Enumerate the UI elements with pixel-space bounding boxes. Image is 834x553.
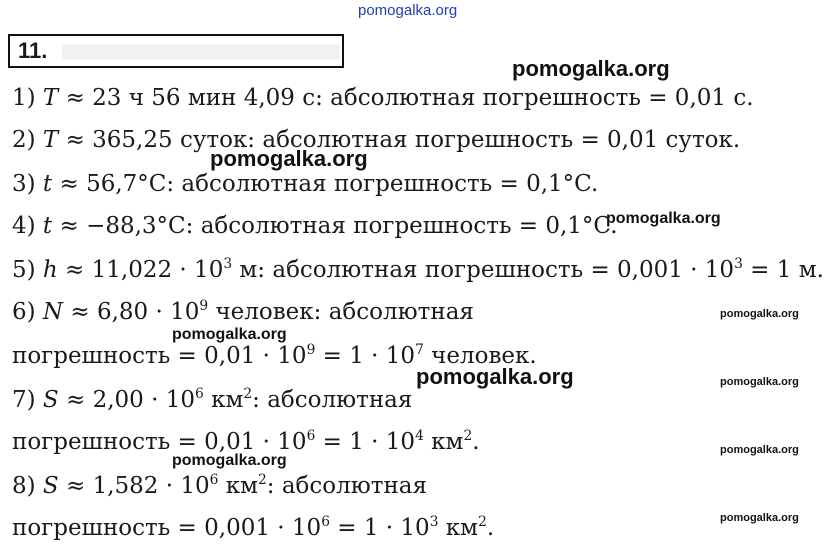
answer-line-8: 8) $S \approx 1,582 \cdot 10^6$ $км^2$: абсолютная — [12, 472, 428, 499]
answer-line-7-cont: погрешность = $0,01 \cdot 10^6 = 1 \cdot 10^4$ $км^2$. — [12, 428, 480, 455]
answer-line-6-cont: погрешность = $0,01 \cdot 10^9 = 1 \cdot 10^7$ человек. — [12, 342, 537, 369]
answer-line-4: 4) t ≈ −88,3°C: абсолютная погрешность = 0,1°C. — [12, 213, 618, 239]
watermark: pomogalka.org — [720, 376, 799, 388]
watermark: pomogalka.org — [720, 512, 799, 524]
task-number-box — [8, 34, 344, 68]
answer-line-3: 3) t ≈ 56,7°C: абсолютная погрешность = 0,1°C. — [12, 171, 599, 197]
answer-line-2: 2) T ≈ 365,25 суток: абсолютная погрешность = 0,01 суток. — [12, 127, 741, 153]
watermark: pomogalka.org — [606, 210, 721, 227]
watermark: pomogalka.org — [720, 308, 799, 320]
answer-line-8-cont: погрешность = $0,001 \cdot 10^6 = 1 \cdot 10^3$ $км^2$. — [12, 514, 495, 541]
answer-line-1: 1) T ≈ 23 ч 56 мин 4,09 с: абсолютная погрешность = 0,01 с. — [12, 85, 754, 111]
watermark: pomogalka.org — [512, 56, 670, 81]
watermark: pomogalka.org — [720, 444, 799, 456]
watermark: pomogalka.org — [172, 452, 287, 469]
task-number: 11. — [18, 38, 48, 63]
watermark-top: pomogalka.org — [358, 2, 458, 19]
obscured-task-title — [62, 44, 340, 60]
answer-line-6: 6) $N \approx 6,80 \cdot 10^9$ человек: абсолютная — [12, 298, 474, 325]
watermark: pomogalka.org — [172, 326, 287, 343]
answer-line-7: 7) $S \approx 2,00 \cdot 10^6$ $км^2$: абсолютная — [12, 386, 413, 413]
answer-line-5: 5) $h \approx 11,022 \cdot 10^3$ м: абсолютная погрешность = $0,001 \cdot 10^3 = 1$ м. — [12, 256, 824, 283]
watermark: pomogalka.org — [210, 146, 368, 171]
watermark: pomogalka.org — [416, 364, 574, 389]
